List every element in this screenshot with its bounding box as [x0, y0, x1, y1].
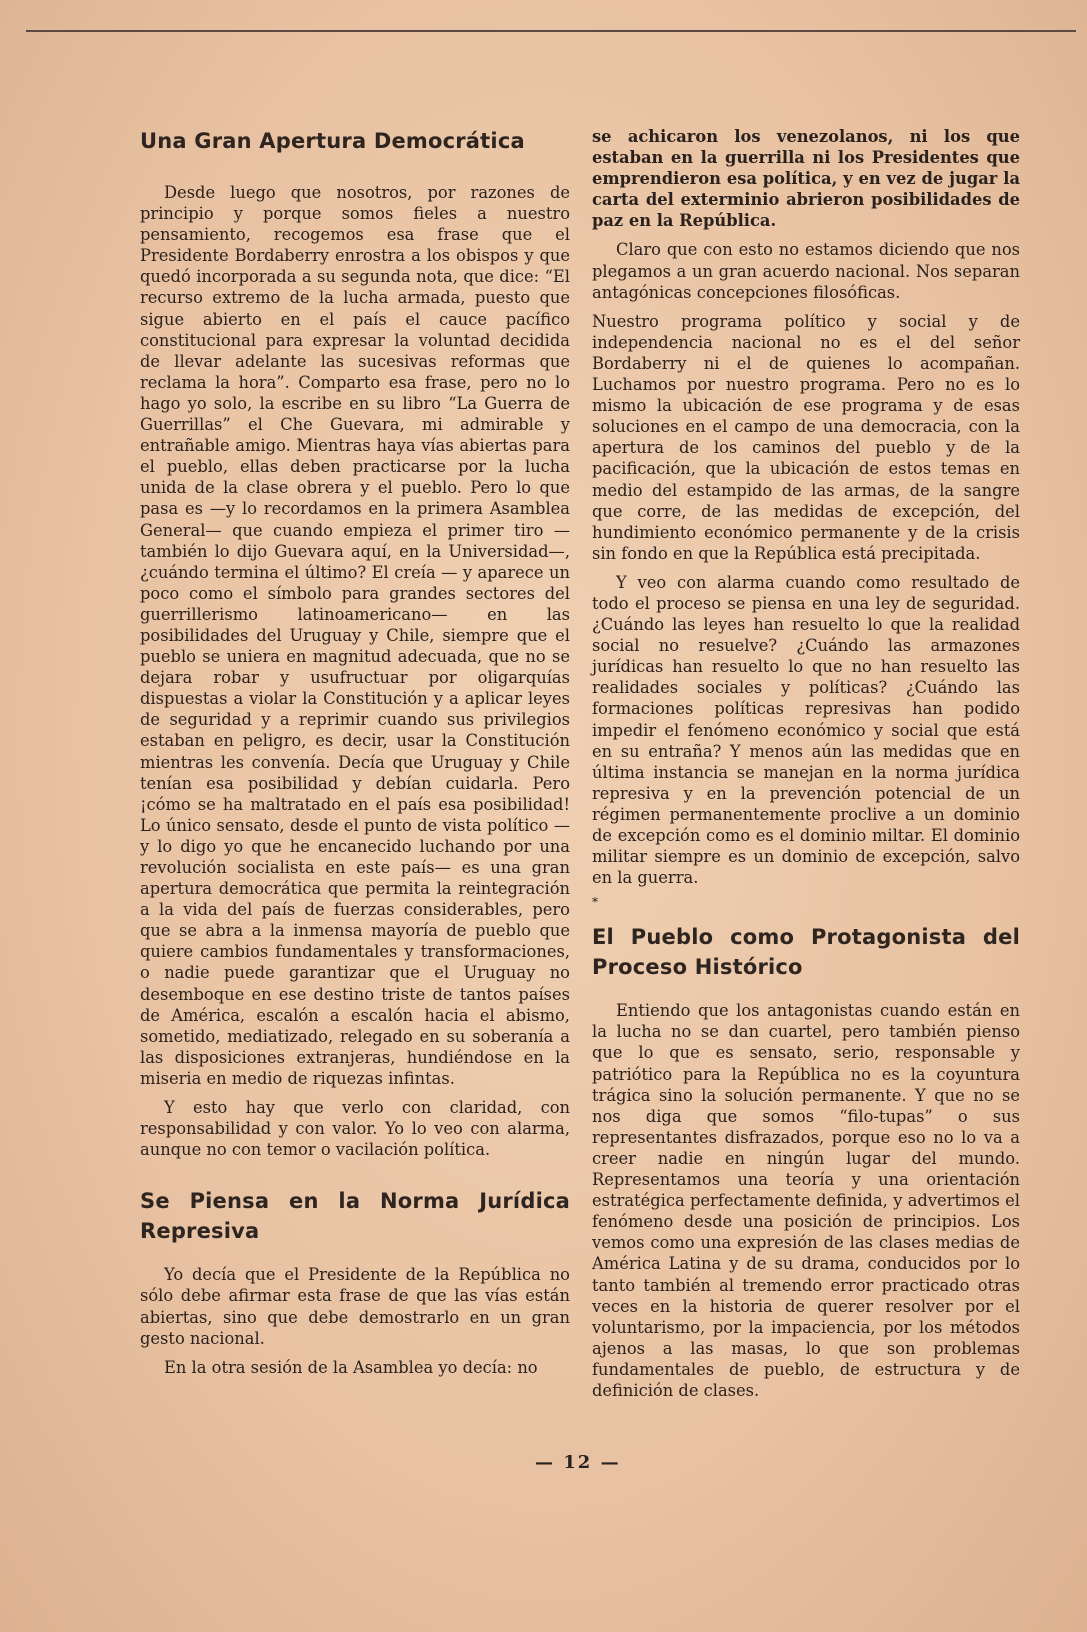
paragraph: En la otra sesión de la Asamblea yo decía: no [164, 1357, 538, 1377]
left-column [140, 126, 570, 1386]
page-number: — 12 — [535, 1452, 621, 1473]
paragraph: Entiendo que los antagonistas cuando están en la lucha no se dan cuartel, pero también pienso que lo que es sensato, serio, responsable y patriótico para la República no es la coyuntura trágica sino la solución permanente. Y que no se nos diga que somos “filo-tupas” o sus representantes disfrazados, porque eso no lo va a creer nadie en ningún lugar del mundo. Representamos una teoría y una orientación estratégica perfectamente definida, y advertimos el fenómeno desde una posición de principios. Los vemos como una expresión de las clases medias de América Latina y de su drama, conducidos por lo tanto también al tremendo error practicado otras veces en la historia de querer resolver por el voluntarismo, por la impaciencia, por los métodos ajenos a las masas, lo que son problemas fundamentales de pueblo, de estructura y de definición de clases. [592, 1001, 1020, 1400]
top-rule [26, 30, 1076, 32]
section-star: * [592, 895, 598, 910]
paragraph: se achicaron los venezolanos, ni los que estaban en la guerrilla ni los Presidentes que emprendieron esa política, y en vez de jugar la carta del exterminio abrieron posibilidades de paz en la República. [592, 127, 1020, 231]
paragraph: Nuestro programa político y social y de independencia nacional no es el del señor Bordaberry ni el de quienes lo acompañan. Luchamos por nuestro programa. Pero no es lo mismo la ubicación de ese programa y de esas soluciones en el campo de una democracia, con la apertura de los caminos del pueblo y de la pacificación, que la ubicación de estos temas en medio del estampido de las armas, de la sangre que corre, de las medidas de excepción, del hundimiento económico permanente y de la crisis sin fondo en que la República está precipitada. [592, 311, 1020, 563]
paragraph: Y veo con alarma cuando como resultado de todo el proceso se piensa en una ley de seguridad. ¿Cuándo las leyes han resuelto lo que la realidad social no resuelve? ¿Cuándo las armazones jurídicas han resuelto lo que no han resuelto las realidades sociales y políticas? ¿Cuándo las formaciones políticas represivas han podido impedir el fenómeno económico y social que está en su entraña? Y menos aún las medidas que en última instancia se manejan en la norma jurídica represiva y en la prevención potencial de un régimen permanentemente proclive a un dominio de excepción como es el dominio miltar. El dominio militar siempre es un dominio de excepción, salvo en la guerra. [592, 572, 1020, 888]
right-column [592, 126, 1020, 1409]
paragraph: Desde luego que nosotros, por razones de principio y porque somos fieles a nuestro pensamiento, recogemos esa frase que el Presidente Bordaberry enrostra a los obispos y que quedó incorporada a su segunda nota, que dice: “El recurso extremo de la lucha armada, puesto que sigue abierto en el país el cauce pacífico constitucional para expresar la voluntad decidida de llevar adelante las sucesivas reformas que reclama la hora”. Comparto esa frase, pero no lo hago yo solo, la escribe en su libro “La Guerra de Guerrillas” el Che Guevara, mi admirable y entrañable amigo. Mientras haya vías abiertas para el pueblo, ellas deben practicarse por la lucha unida de la clase obrera y el pueblo. Pero lo que pasa es —y lo recordamos en la primera Asamblea General— que cuando empieza el primer tiro —también lo dijo Guevara aquí, en la Universidad—, ¿cuándo termina el último? El creía — y aparece un poco como el símbolo para grandes sectores del guerrillerismo latinoamericano— en las posibilidades del Uruguay y Chile, siempre que el pueblo se uniera en magnitud adecuada, que no se dejara robar y usufructuar por oligarquías dispuestas a violar la Constitución y a aplicar leyes de seguridad y a reprimir cuando sus privilegios estaban en peligro, es decir, usar la Constitución mientras les convenía. Decía que Uruguay y Chile tenían esa posibilidad y debían cuidarla. Pero ¡cómo se ha maltratado en el país esa posibilidad! Lo único sensato, desde el punto de vista político —y lo digo yo que he encanecido luchando por una revolución socialista en este país— es una gran apertura democrática que permita la reintegración a la vida del país de fuerzas considerables, pero que se abra a la inmensa mayoría de pueblo que quiere cambios fundamentales y transformaciones, o nadie puede garantizar que el Uruguay no desemboque en ese destino triste de tantos países de América, escalón a escalón hacia el abismo, sometido, mediatizado, relegado en su soberanía a las disposiciones extranjeras, hundiéndose en la miseria en medio de riquezas infintas. [140, 183, 570, 1088]
paragraph: Yo decía que el Presidente de la República no sólo debe afirmar esta frase de que las vías están abiertas, sino que debe demostrarlo en un gran gesto nacional. [140, 1265, 570, 1348]
paragraph: Y esto hay que verlo con claridad, con responsabilidad y con valor. Yo lo veo con alarma, aunque no con temor o vacilación política. [140, 1098, 570, 1160]
heading-norma-juridica: Se Piensa en la Norma Jurídica Represiva [140, 1189, 570, 1244]
heading-apertura: Una Gran Apertura Democrática [140, 129, 525, 153]
paragraph: Claro que con esto no estamos diciendo que nos plegamos a un gran acuerdo nacional. Nos separan antagónicas concepciones filosóficas. [592, 240, 1020, 302]
heading-pueblo-protagonista: El Pueblo como Protagonista del Proceso Histórico [592, 925, 1020, 980]
